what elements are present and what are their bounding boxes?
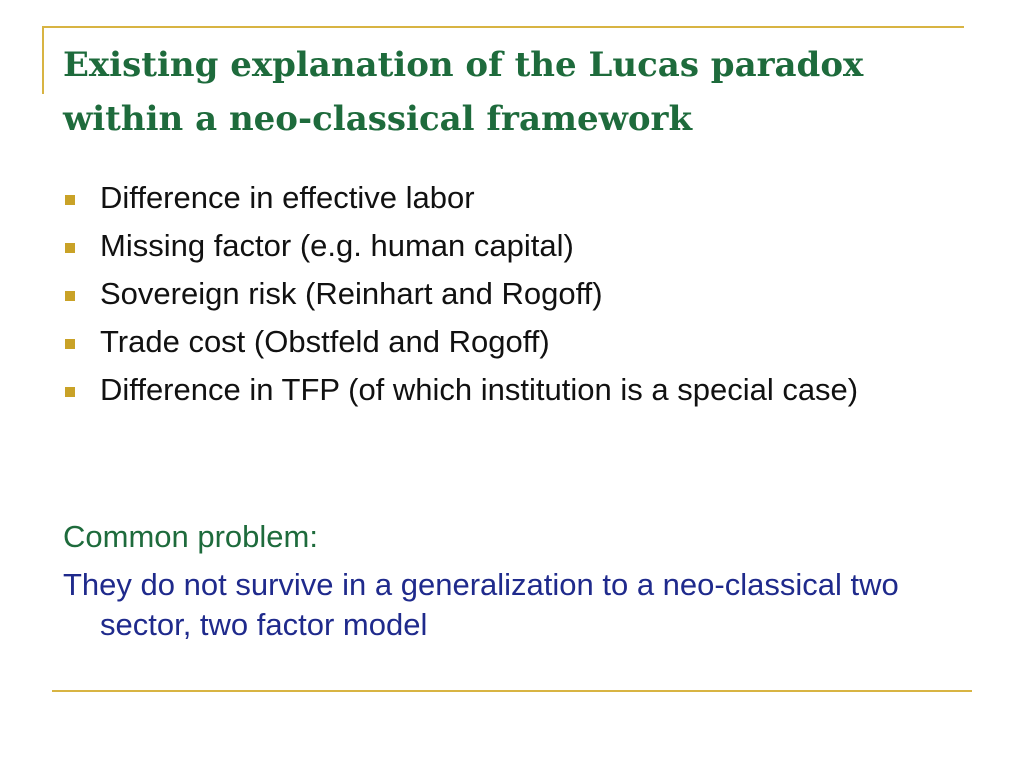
bottom-divider xyxy=(52,690,972,692)
slide-title xyxy=(63,38,963,146)
top-divider xyxy=(42,26,964,28)
bullet-text: Trade cost (Obstfeld and Rogoff) xyxy=(100,324,550,359)
common-problem-text: They do not survive in a generalization to a neo-classical two sector, two factor model xyxy=(63,567,899,642)
bullet-text: Missing factor (e.g. human capital) xyxy=(100,228,574,263)
bullet-item xyxy=(63,180,943,216)
bullet-text: Difference in effective labor xyxy=(100,180,475,215)
left-accent-line xyxy=(42,26,44,94)
square-bullet-icon xyxy=(65,243,75,253)
square-bullet-icon xyxy=(65,387,75,397)
bullet-item xyxy=(63,372,943,408)
square-bullet-icon xyxy=(65,291,75,301)
bullet-list xyxy=(63,180,943,420)
bullet-text: Sovereign risk (Reinhart and Rogoff) xyxy=(100,276,603,311)
slide-title-line-2: within a neo-classical framework xyxy=(63,99,693,139)
bullet-item xyxy=(63,276,943,312)
square-bullet-icon xyxy=(65,339,75,349)
square-bullet-icon xyxy=(65,195,75,205)
common-problem-heading: Common problem: xyxy=(63,519,318,554)
slide-title-line-1: Existing explanation of the Lucas paradox xyxy=(63,45,864,85)
bullet-item xyxy=(63,324,943,360)
bullet-text: Difference in TFP (of which institution is a special case) xyxy=(100,372,859,407)
bullet-item xyxy=(63,228,943,264)
